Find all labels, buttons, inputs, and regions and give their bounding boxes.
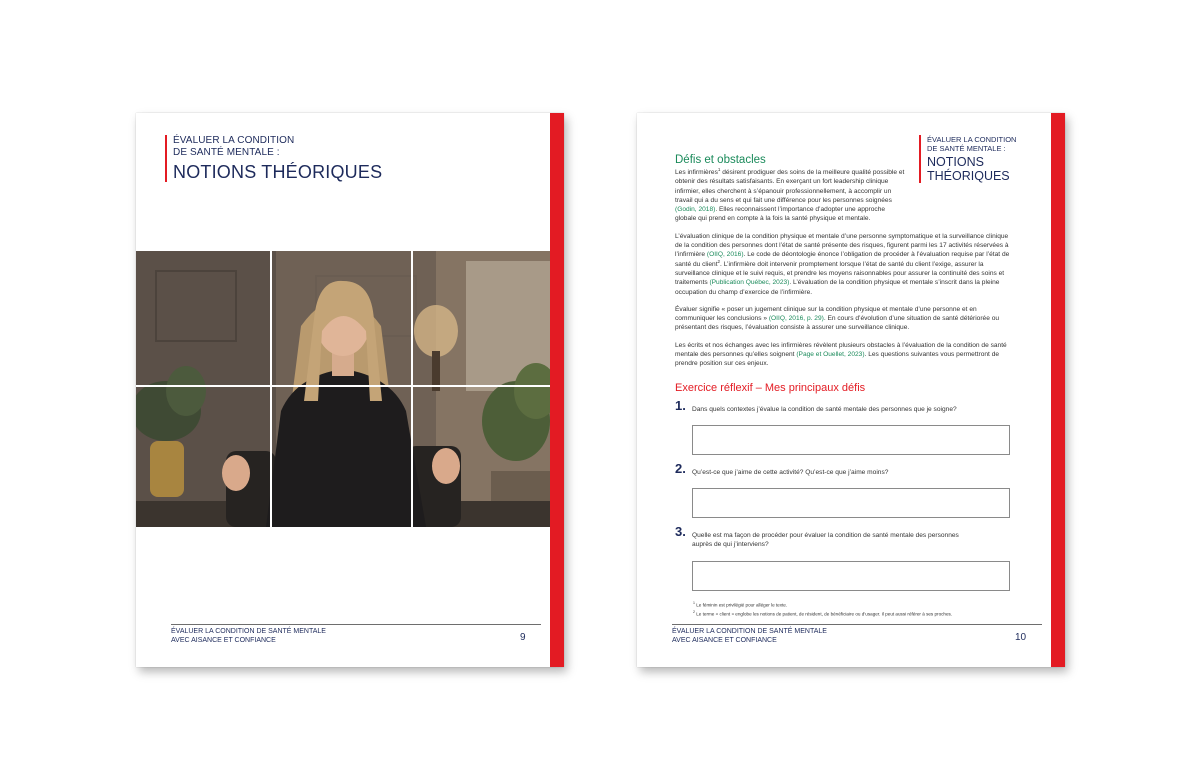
citation-link[interactable]: (OIIQ, 2016, p. 29) bbox=[768, 315, 824, 323]
title-main-line-1: NOTIONS bbox=[927, 155, 984, 169]
question-number: 3. bbox=[675, 524, 686, 539]
red-edge-bar bbox=[550, 113, 564, 667]
red-edge-bar bbox=[1051, 113, 1065, 667]
citation-link[interactable]: (Godin, 2018) bbox=[675, 206, 716, 214]
paragraph-3: Évaluer signifie « poser un jugement clinique sur la condition physique et mentale d’une personne et en communiquer les conclusions » (OIIQ, 2016, p. 29). En cours d’évolution d’une situation de santé détériorée ou présentant des risques, l’évaluation consiste à assurer une surveillance clinique. bbox=[675, 305, 1000, 332]
question-3 bbox=[675, 524, 975, 550]
title-main-line-2: THÉORIQUES bbox=[927, 169, 1010, 183]
body-text bbox=[675, 154, 1017, 377]
speaker-photo-illustration bbox=[136, 251, 550, 527]
footer-line-2: AVEC AISANCE ET CONFIANCE bbox=[672, 636, 777, 644]
question-2 bbox=[675, 461, 1005, 477]
title-main: NOTIONS THÉORIQUES bbox=[173, 162, 383, 182]
footer-divider bbox=[171, 624, 541, 625]
page-number: 10 bbox=[1015, 632, 1027, 643]
question-1 bbox=[675, 398, 1005, 414]
question-text: Quelle est ma façon de procéder pour évaluer la condition de santé mentale des personnes auprès de qui j’interviens? bbox=[692, 532, 959, 549]
footer-line-1: ÉVALUER LA CONDITION DE SANTÉ MENTALE bbox=[171, 628, 326, 635]
footer-title bbox=[672, 628, 827, 645]
question-text: Dans quels contextes j’évalue la condition de santé mentale des personnes que je soigne? bbox=[692, 406, 957, 413]
answer-box-1[interactable] bbox=[692, 425, 1010, 455]
footer-line-1: ÉVALUER LA CONDITION DE SANTÉ MENTALE bbox=[672, 628, 827, 635]
title-line-1: ÉVALUER LA CONDITION bbox=[927, 135, 1017, 144]
answer-box-3[interactable] bbox=[692, 561, 1010, 591]
exercise-heading: Exercice réflexif – Mes principaux défis bbox=[675, 382, 866, 394]
title-line-2: DE SANTÉ MENTALE : bbox=[173, 147, 280, 158]
paragraph-4: Les écrits et nos échanges avec les infirmières révèlent plusieurs obstacles à l’évaluation de la condition de santé mentale des personnes qu’elles soignent (Page et Ouellet, 2023). Les questions suivantes vous permettront de prendre position sur ces enjeux. bbox=[675, 341, 1007, 368]
page-number: 9 bbox=[520, 632, 526, 643]
footnote-2: $^2$ Le terme « client » englobe les notions de patient, de résident, de bénéficiaire ou d’usager. Il peut aussi référer à ses proches. bbox=[693, 609, 953, 617]
right-page bbox=[637, 113, 1065, 667]
footer-title bbox=[171, 628, 326, 645]
footnotes bbox=[693, 600, 953, 617]
footer-divider bbox=[672, 624, 1042, 625]
answer-box-2[interactable] bbox=[692, 488, 1010, 518]
paragraph-1: Les infirmières$^1$ désirent prodiguer des soins de la meilleure qualité possible et obtenir des résultats satisfaisants. En exerçant un fort leadership clinique infirmier, elles cherchent à s’épanouir professionnellement, à accomplir un travail qui a du sens et qui fait une différence pour les personnes soignées (Godin, 2018). Elles reconnaissent l’importance d’adopter une approche globale qui prend en compte à la fois la santé physique et mentale. bbox=[675, 166, 905, 223]
footer-line-2: AVEC AISANCE ET CONFIANCE bbox=[171, 636, 276, 644]
question-number: 2. bbox=[675, 461, 686, 476]
citation-link[interactable]: (Page et Ouellet, 2023) bbox=[796, 351, 865, 359]
citation-link[interactable]: (Publication Québec, 2023) bbox=[709, 279, 790, 287]
title-line-1: ÉVALUER LA CONDITION bbox=[173, 135, 295, 146]
chapter-title bbox=[165, 135, 382, 182]
left-page bbox=[136, 113, 564, 667]
question-text: Qu’est-ce que j’aime de cette activité? Qu’est-ce que j’aime moins? bbox=[692, 469, 889, 476]
section-heading: Défis et obstacles bbox=[675, 154, 766, 166]
citation-link[interactable]: (OIIQ, 2016) bbox=[706, 251, 744, 259]
paragraph-2: L’évaluation clinique de la condition physique et mentale d’une personne symptomatique et la surveillance clinique de la condition des personnes dont l’état de santé présente des risques, figurent parmi les 17 activités réservées à l’infirmière (OIIQ, 2016). Le code de déontologie énonce l’obligation de procéder à l’évaluation requise par l’état de santé du client$^2$. L’infirmière doit intervenir promptement lorsque l’état de santé du client l’exige, assurer la surveillance clinique et le suivi requis, et prendre les moyens raisonnables pour assurer la continuité des soins et traitements (Publication Québec, 2023). L’évaluation de la condition physique et mentale s’inscrit dans la pleine occupation du champ d’exercice de l’infirmière. bbox=[675, 232, 1010, 296]
footnote-1: $^1$ Le féminin est privilégié pour alléger le texte. bbox=[693, 601, 788, 608]
speaker-photo bbox=[136, 251, 550, 527]
title-line-2: DE SANTÉ MENTALE : bbox=[927, 144, 1006, 153]
question-number: 1. bbox=[675, 398, 686, 413]
